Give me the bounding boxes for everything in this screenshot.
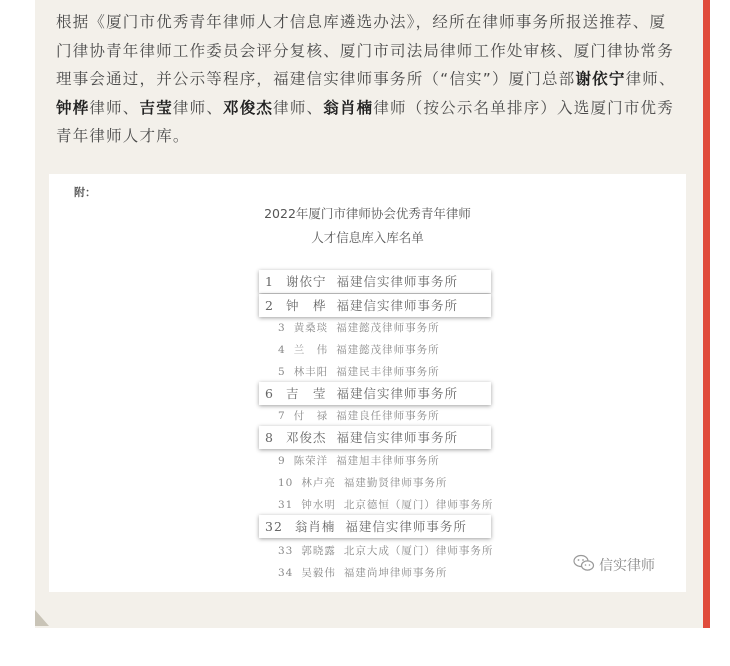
row-number: 10 bbox=[278, 477, 294, 489]
row-firm: 福建旭丰律师事务所 bbox=[336, 455, 440, 467]
row-number: 2 bbox=[265, 298, 274, 313]
lawyer-name: 邓俊杰 bbox=[223, 98, 274, 117]
list-title: 2022年厦门市律师协会优秀青年律师 bbox=[264, 206, 471, 221]
row-name: 郭晓露 bbox=[301, 545, 336, 557]
list-row bbox=[259, 294, 491, 317]
list-row bbox=[259, 426, 491, 449]
row-name: 林丰阳 bbox=[293, 366, 329, 378]
row-number: 34 bbox=[278, 567, 294, 579]
list-row bbox=[278, 407, 508, 426]
row-name: 吴毅伟 bbox=[301, 567, 336, 579]
row-number: 8 bbox=[265, 430, 274, 445]
row-firm: 福建勤贤律师事务所 bbox=[343, 477, 448, 489]
lawyer-name: 钟桦 bbox=[56, 98, 90, 117]
corner-fold bbox=[35, 610, 49, 626]
row-name: 兰 伟 bbox=[293, 344, 329, 356]
row-name: 付 禄 bbox=[293, 410, 329, 422]
list-subtitle: 人才信息库入库名单 bbox=[311, 230, 424, 245]
row-number: 32 bbox=[265, 519, 283, 534]
article-paragraph bbox=[56, 8, 682, 151]
list-row bbox=[278, 452, 508, 471]
row-number: 31 bbox=[278, 499, 294, 511]
lawyer-name: 谢依宁 bbox=[575, 70, 626, 89]
row-number: 3 bbox=[278, 322, 286, 334]
row-name: 钟水明 bbox=[301, 499, 336, 511]
row-number: 6 bbox=[265, 386, 274, 401]
watermark bbox=[573, 554, 655, 576]
paragraph-text: 律师、 bbox=[273, 98, 324, 117]
list-row bbox=[259, 270, 491, 293]
row-firm: 福建信实律师事务所 bbox=[345, 519, 467, 534]
list-row bbox=[278, 542, 508, 561]
lawyer-name: 吉莹 bbox=[139, 98, 173, 117]
list-row bbox=[278, 496, 508, 515]
accent-bar bbox=[703, 0, 710, 628]
row-firm: 福建信实律师事务所 bbox=[336, 298, 458, 313]
paragraph-text: 律师（按公示名单排序）入选厦门市优秀青年律师人才库。 bbox=[56, 98, 674, 146]
watermark-text: 信实律师 bbox=[599, 558, 655, 574]
row-firm: 福建民丰律师事务所 bbox=[336, 366, 440, 378]
list-row bbox=[259, 515, 491, 538]
row-firm: 福建良任律师事务所 bbox=[336, 410, 440, 422]
row-firm: 福建信实律师事务所 bbox=[336, 430, 458, 445]
list-row bbox=[278, 363, 508, 382]
paragraph-text: 根据《厦门市优秀青年律师人才信息库遴选办法》，经所在律师事务所报送推荐、厦门律协青年律师工作委员会评分复核、厦门市司法局律师工作处审核、厦门律协常务理事会通过，并公示等程序，福建信实律师事务所（“信实”）厦门总部 bbox=[56, 13, 674, 89]
paragraph-text: 律师、 bbox=[625, 70, 676, 89]
list-row bbox=[259, 382, 491, 405]
attachment-label: 附： bbox=[74, 186, 96, 199]
list-image bbox=[49, 174, 686, 592]
row-firm: 福建信实律师事务所 bbox=[336, 274, 458, 289]
list-row bbox=[278, 319, 508, 338]
row-number: 33 bbox=[278, 545, 294, 557]
row-firm: 福建信实律师事务所 bbox=[336, 386, 458, 401]
row-name: 邓俊杰 bbox=[285, 430, 327, 445]
paragraph-text: 律师、 bbox=[172, 98, 224, 117]
row-number: 4 bbox=[278, 344, 286, 356]
row-name: 翁肖楠 bbox=[294, 519, 336, 534]
row-name: 林卢亮 bbox=[301, 477, 336, 489]
row-name: 钟 桦 bbox=[285, 298, 327, 313]
row-name: 吉 莹 bbox=[285, 386, 327, 401]
row-name: 陈荣洋 bbox=[293, 455, 329, 467]
row-number: 9 bbox=[278, 455, 286, 467]
list-row bbox=[278, 341, 508, 360]
row-name: 谢依宁 bbox=[285, 274, 327, 289]
row-number: 5 bbox=[278, 366, 286, 378]
row-firm: 北京德恒（厦门）律师事务所 bbox=[343, 499, 494, 511]
lawyer-name: 翁肖楠 bbox=[323, 98, 374, 117]
row-firm: 北京大成（厦门）律师事务所 bbox=[343, 545, 494, 557]
row-firm: 福建懿茂律师事务所 bbox=[336, 344, 440, 356]
list-row bbox=[278, 474, 508, 493]
row-firm: 福建尚坤律师事务所 bbox=[343, 567, 448, 579]
row-number: 7 bbox=[278, 410, 286, 422]
list-row bbox=[278, 564, 508, 583]
paragraph-text: 律师、 bbox=[89, 98, 140, 117]
row-firm: 福建懿茂律师事务所 bbox=[336, 322, 440, 334]
wechat-icon bbox=[573, 554, 595, 576]
row-number: 1 bbox=[265, 274, 274, 289]
row-name: 黄桑琰 bbox=[293, 322, 329, 334]
